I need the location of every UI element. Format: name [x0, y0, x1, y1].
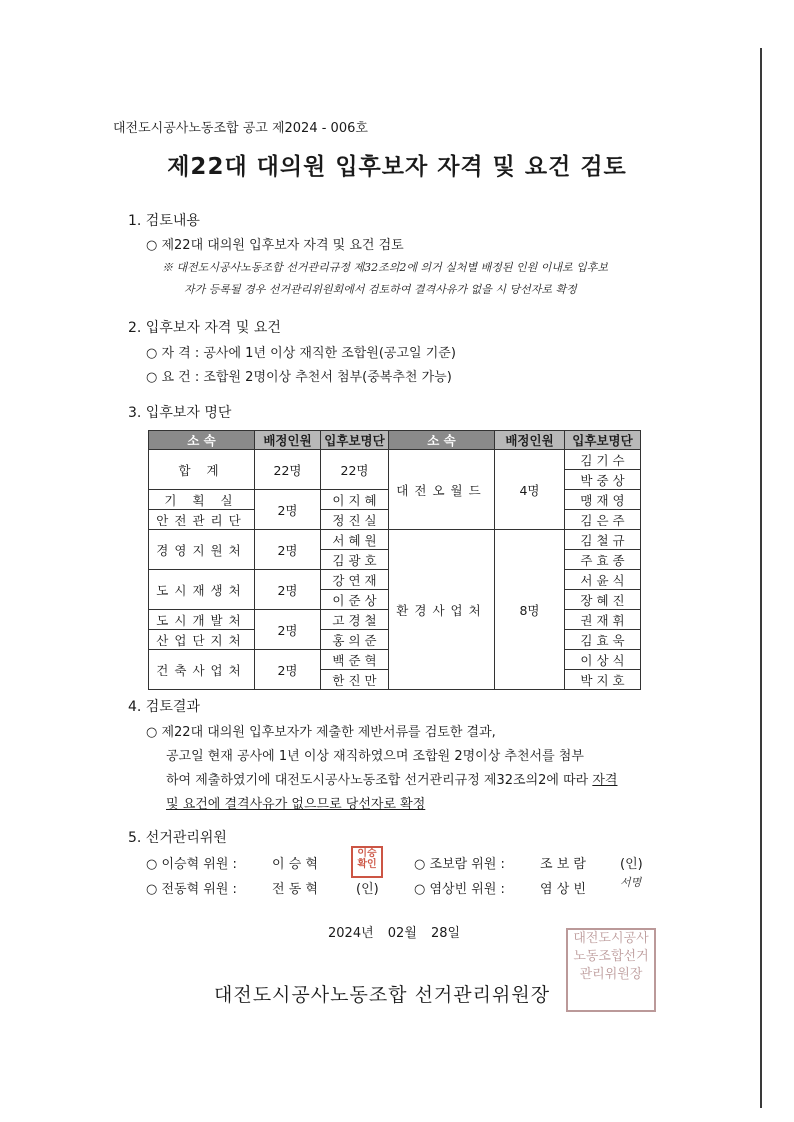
result-line-4: 및 요건에 결격사유가 없으므로 당선자로 확정: [166, 797, 426, 812]
header-alloc-left: 배정인원: [255, 431, 321, 450]
dept-left-1b: 안전관리단: [149, 510, 255, 530]
cand-right: 주 효 종: [565, 550, 641, 570]
cand-right: 권 재 휘: [565, 610, 641, 630]
dept-left-4b: 산업단지처: [149, 630, 255, 650]
section-1-note-line1: ※ 대전도시공사노동조합 선거관리규정 제32조의2에 의거 실처별 배정된 인원 이내로 입후보: [162, 261, 608, 274]
alloc-left-3: 2명: [255, 570, 321, 610]
result-line-3-text: 하여 제출하였기에 대전도시공사노동조합 선거관리규정 제32조의2에 따라: [166, 773, 589, 788]
dept-left-2: 경영지원처: [149, 530, 255, 570]
dept-left-4a: 도시개발처: [149, 610, 255, 630]
result-line-3: [166, 769, 617, 788]
section-2-heading: 2. 입후보자 자격 및 요건: [128, 320, 281, 336]
cand-left: 정 진 실: [321, 510, 389, 530]
dept-left-5: 건축사업처: [149, 650, 255, 690]
official-seal: 대전도시공사노동조합선거관리위원장: [566, 928, 656, 1012]
alloc-right-2: 8명: [495, 530, 565, 690]
cand-left: 이 준 상: [321, 590, 389, 610]
cand-right: 김 철 규: [565, 530, 641, 550]
alloc-left-4: 2명: [255, 610, 321, 650]
cand-left: 한 진 만: [321, 670, 389, 690]
scan-edge: [760, 48, 762, 1108]
total-cands: 22명: [321, 450, 389, 490]
table-header-row: [149, 431, 641, 450]
section-4-heading: 4. 검토결과: [128, 699, 200, 715]
candidate-table: [148, 430, 641, 690]
alloc-right-1: 4명: [495, 450, 565, 530]
header-dept-right: 소 속: [389, 431, 495, 450]
cand-left: 강 연 재: [321, 570, 389, 590]
requirement-line: ○ 요 건 : 조합원 2명이상 추천서 첨부(중복추천 가능): [146, 370, 452, 385]
member-3-role: ○ 전동혁 위원 :: [146, 882, 237, 897]
notice-number: 대전도시공사노동조합 공고 제2024 - 006호: [113, 121, 368, 136]
member-4-signature: 서명: [620, 876, 642, 889]
member-2-mark: (인): [620, 857, 643, 872]
cand-right: 박 지 호: [565, 670, 641, 690]
member-4-role: ○ 염상빈 위원 :: [414, 882, 505, 897]
alloc-left-1: 2명: [255, 490, 321, 530]
document-date: 2024년 02월 28일: [328, 926, 461, 941]
signer: 대전도시공사노동조합 선거관리위원장: [214, 984, 551, 1006]
section-5-heading: 5. 선거관리위원: [128, 830, 227, 846]
member-2-role: ○ 조보람 위원 :: [414, 857, 505, 872]
member-1-role: ○ 이승혁 위원 :: [146, 857, 237, 872]
cand-left: 이 지 혜: [321, 490, 389, 510]
cand-right: 맹 재 영: [565, 490, 641, 510]
member-2-name: 조 보 람: [540, 857, 586, 872]
section-3-heading: 3. 입후보자 명단: [128, 405, 232, 421]
cand-right: 김 은 주: [565, 510, 641, 530]
section-1-item: ○ 제22대 대의원 입후보자 자격 및 요건 검토: [146, 238, 404, 253]
cand-right: 김 기 수: [565, 450, 641, 470]
result-line-1: ○ 제22대 대의원 입후보자가 제출한 제반서류를 검토한 결과,: [146, 725, 496, 740]
cand-left: 서 혜 원: [321, 530, 389, 550]
section-1-heading: 1. 검토내용: [128, 213, 200, 229]
total-label: 합 계: [149, 450, 255, 490]
cand-right: 김 효 욱: [565, 630, 641, 650]
result-line-3-emphasis: 자격: [592, 773, 618, 788]
alloc-left-2: 2명: [255, 530, 321, 570]
dept-right-1: 대전오월드: [389, 450, 495, 530]
cand-left: 김 광 호: [321, 550, 389, 570]
member-4-name: 염 상 빈: [540, 882, 586, 897]
header-cands-left: 입후보명단: [321, 431, 389, 450]
header-dept-left: 소 속: [149, 431, 255, 450]
header-cands-right: 입후보명단: [565, 431, 641, 450]
section-1-note-line2: 자가 등록될 경우 선거관리위원회에서 검토하여 결격사유가 없을 시 당선자로 확정: [184, 283, 577, 296]
member-3-name: 전 동 혁: [272, 882, 318, 897]
table-row: [149, 450, 641, 470]
cand-right: 박 중 상: [565, 470, 641, 490]
member-1-stamp: 이승 확인: [351, 846, 383, 878]
qualification-line: ○ 자 격 : 공사에 1년 이상 재직한 조합원(공고일 기준): [146, 346, 456, 361]
member-1-name: 이 승 혁: [272, 857, 318, 872]
cand-left: 백 준 혁: [321, 650, 389, 670]
alloc-left-5: 2명: [255, 650, 321, 690]
header-alloc-right: 배정인원: [495, 431, 565, 450]
cand-right: 서 윤 식: [565, 570, 641, 590]
dept-right-2: 환경사업처: [389, 530, 495, 690]
cand-right: 이 상 식: [565, 650, 641, 670]
cand-left: 고 경 철: [321, 610, 389, 630]
cand-left: 홍 의 준: [321, 630, 389, 650]
table-row: [149, 530, 641, 550]
dept-left-3: 도시재생처: [149, 570, 255, 610]
total-alloc: 22명: [255, 450, 321, 490]
dept-left-1a: 기 획 실: [149, 490, 255, 510]
page-title: 제22대 대의원 입후보자 자격 및 요건 검토: [167, 154, 627, 180]
result-line-2: 공고일 현재 공사에 1년 이상 재직하였으며 조합원 2명이상 추천서를 첨부: [166, 749, 584, 764]
cand-right: 장 혜 진: [565, 590, 641, 610]
member-3-mark: (인): [356, 882, 379, 897]
